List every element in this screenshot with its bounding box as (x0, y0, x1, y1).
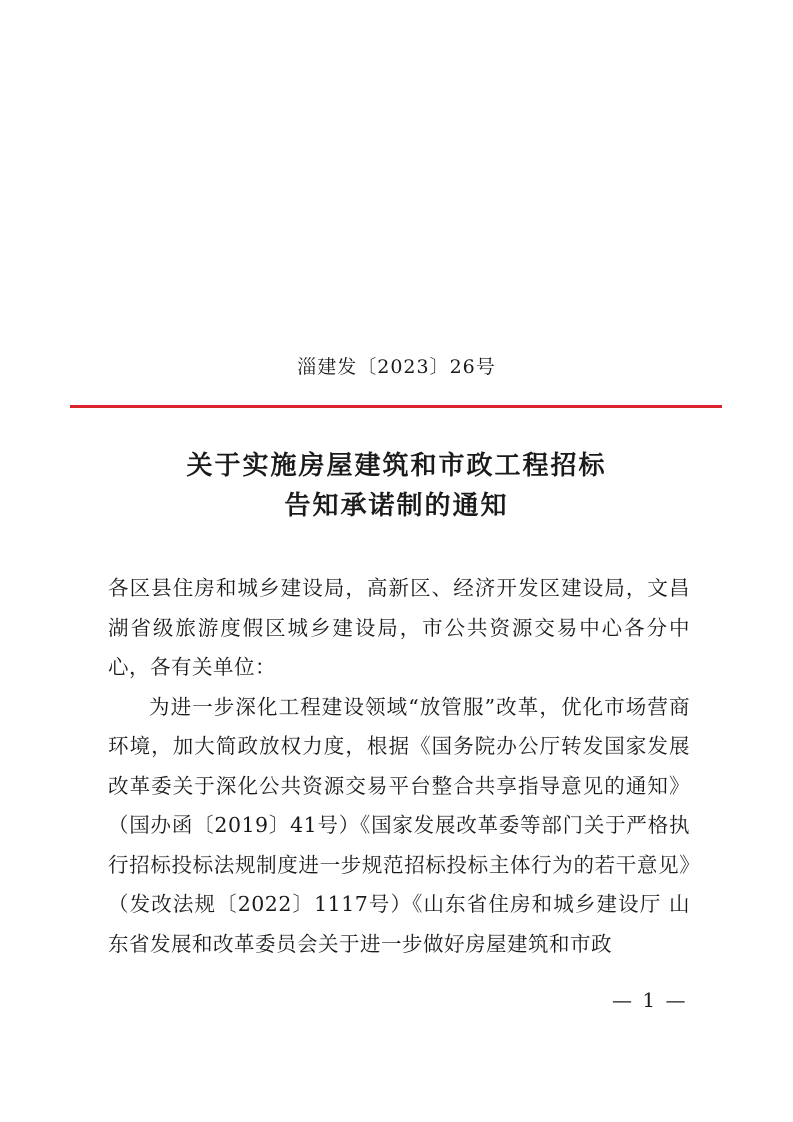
body-paragraph: 为进一步深化工程建设领域“放管服”改革，优化市场营商环境，加大简政放权力度，根据《国务院办公厅转发国家发展改革委关于深化公共资源交易平台整合共享指导意见的通知》（国办函〔2019〕41号）《国家发展改革委等部门关于严格执行招标投标法规制度进一步规范招标投标主体行为的若干意见》（发改法规〔2022〕1117号）《山东省住房和城乡建设厅 山东省发展和改革委员会关于进一步做好房屋建筑和市政 (108, 694, 690, 956)
document-title (0, 446, 793, 526)
salutation: 各区县住房和城乡建设局，高新区、经济开发区建设局，文昌湖省级旅游度假区城乡建设局，市公共资源交易中心各分中心，各有关单位： (108, 576, 690, 679)
title-line-2: 告知承诺制的通知 (284, 491, 509, 521)
page-number: — 1 — (612, 988, 688, 1012)
red-header-rule (70, 405, 722, 408)
title-line-1: 关于实施房屋建筑和市政工程招标 (186, 451, 607, 481)
document-body (108, 569, 690, 964)
document-number: 淄建发〔2023〕26号 (297, 356, 496, 378)
